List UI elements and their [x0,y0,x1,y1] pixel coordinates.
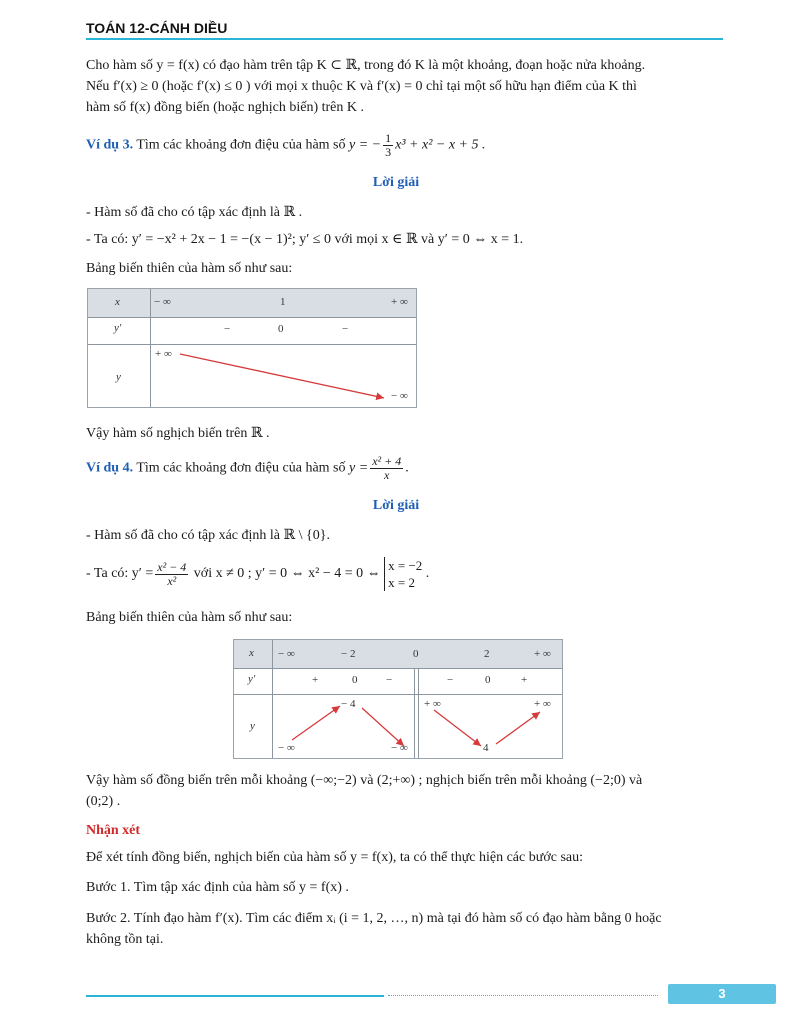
remark-step-2-line-2: không tồn tại. [86,932,164,947]
remark-step-1: Bước 1. Tìm tập xác định của hàm số y = f(x) . [86,880,349,895]
y-pos-inf-right: + ∞ [534,698,551,710]
variation-table-1 [87,288,417,408]
theorem-line-1: Cho hàm số y = f(x) có đạo hàm trên tập K ⊂ ℝ, trong đó K là một khoảng, đoạn hoặc nửa khoảng. [86,58,646,73]
yprime-zero-2: 0 [485,674,491,686]
case-2: x = 2 [388,575,415,590]
example-4-func-prefix: y = [349,460,369,476]
row-label-yprime: y′ [114,322,122,334]
yprime-sign-right: − [342,323,349,335]
example-4-fraction [370,455,403,482]
arrow-increase-2 [496,712,540,744]
example-3-fraction [383,132,393,159]
row-label-y: y [116,371,121,383]
footer-dotted-rule [388,995,658,996]
x-neg-inf: − ∞ [278,648,295,660]
row-label-x: x [249,647,254,659]
x-one: 1 [280,296,286,308]
y-pos-inf-left: + ∞ [424,698,441,710]
x-pos-inf: + ∞ [391,296,408,308]
x-neg-inf: − ∞ [154,296,171,308]
y-neg-inf: − ∞ [391,390,408,402]
example-3-statement [86,132,712,159]
yprime-minus-2: − [447,674,454,686]
derivative-fraction [155,561,188,588]
yprime-zero-1: 0 [352,674,358,686]
row-label-yprime: y′ [248,673,256,685]
example-3-table-intro: Bảng biến thiên của hàm số như sau: [86,261,293,276]
x-neg-two: − 2 [341,648,356,660]
fraction-denominator: 3 [385,145,392,159]
variation-arrows [234,640,562,758]
row-label-y: y [250,720,255,732]
arrow-decrease-2 [434,710,481,746]
decreasing-arrow [88,289,416,407]
derivative-end: . [425,566,430,582]
theorem-line-2: Nếu f′(x) ≥ 0 (hoặc f′(x) ≤ 0 ) với mọi x thuộc K và f′(x) = 0 chỉ tại một số hữu hạn điểm của K thì [86,79,637,94]
y-pos-inf: + ∞ [155,348,172,360]
x-zero: 0 [413,648,419,660]
example-4-solution-title: Lời giải [372,498,420,513]
example-3-label: Ví dụ 3. [86,137,134,153]
case-1: x = −2 [388,558,423,573]
remark-title: Nhận xét [86,823,141,838]
example-3-solution-title: Lời giải [372,175,420,190]
arrow-increase-1 [292,706,340,740]
example-4-conclusion-2: (0;2) . [86,794,121,809]
y-neg-inf-left: − ∞ [278,742,295,754]
example-3-func-prefix: y = − [349,137,382,153]
yprime-plus-1: + [312,674,319,686]
derivative-prefix: - Ta có: y′ = [86,566,154,582]
page-number: 3 [668,984,776,1004]
example-4-domain: - Hàm số đã cho có tập xác định là ℝ \ {0}. [86,528,330,543]
solution-cases [384,557,422,591]
example-4-table-intro: Bảng biến thiên của hàm số như sau: [86,610,293,625]
example-3-derivative: - Ta có: y′ = −x² + 2x − 1 = −(x − 1)²; y′ ≤ 0 với mọi x ∈ ℝ và y′ = 0 ⇔ x = 1. [86,232,524,247]
y-max-neg-four: − 4 [341,698,356,710]
y-neg-inf-right: − ∞ [391,742,408,754]
derivative-mid: với x ≠ 0 ; y′ = 0 ⇔ x² − 4 = 0 ⇔ [193,566,381,582]
y-min-four: 4 [483,742,489,754]
example-4-label: Ví dụ 4. [86,460,134,476]
example-3-domain: - Hàm số đã cho có tập xác định là ℝ . [86,205,303,220]
fraction-numerator: x² − 4 [157,559,187,574]
remark-intro: Để xét tính đồng biến, nghịch biến của hàm số y = f(x), ta có thể thực hiện các bước sau: [86,850,583,865]
example-4-conclusion-1: Vậy hàm số đồng biến trên mỗi khoảng (−∞;−2) và (2;+∞) ; nghịch biến trên mỗi khoảng (−2;0) và [86,773,643,788]
variation-table-2 [233,639,563,759]
example-4-prompt: Tìm các khoảng đơn điệu của hàm số [136,460,346,476]
page-header-title: TOÁN 12-CÁNH DIỀU [86,20,228,36]
example-3-conclusion: Vậy hàm số nghịch biến trên ℝ . [86,426,270,441]
theorem-line-3: hàm số f(x) đồng biến (hoặc nghịch biến) trên K . [86,100,364,115]
fraction-denominator: x [384,468,390,482]
header-rule [86,38,723,40]
row-label-x: x [115,296,120,308]
example-4-statement [86,455,712,482]
yprime-plus-2: + [521,674,528,686]
x-pos-inf: + ∞ [534,648,551,660]
example-3-prompt: Tìm các khoảng đơn điệu của hàm số [136,137,346,153]
example-4-derivative [86,557,712,591]
footer-rule [86,995,384,997]
fraction-numerator: x² + 4 [372,454,402,468]
fraction-denominator: x² [167,573,177,588]
x-two: 2 [484,648,490,660]
fraction-numerator: 1 [385,131,392,145]
example-4-func-suffix: . [405,460,409,476]
yprime-zero: 0 [278,323,284,335]
yprime-sign-left: − [224,323,231,335]
arrow-decrease-1 [362,708,404,746]
yprime-minus-1: − [386,674,393,686]
example-3-func-suffix: x³ + x² − x + 5 . [395,137,486,153]
remark-step-2-line-1: Bước 2. Tính đạo hàm f′(x). Tìm các điểm xᵢ (i = 1, 2, …, n) mà tại đó hàm số có đạo hàm bằng 0 hoặc [86,911,662,926]
